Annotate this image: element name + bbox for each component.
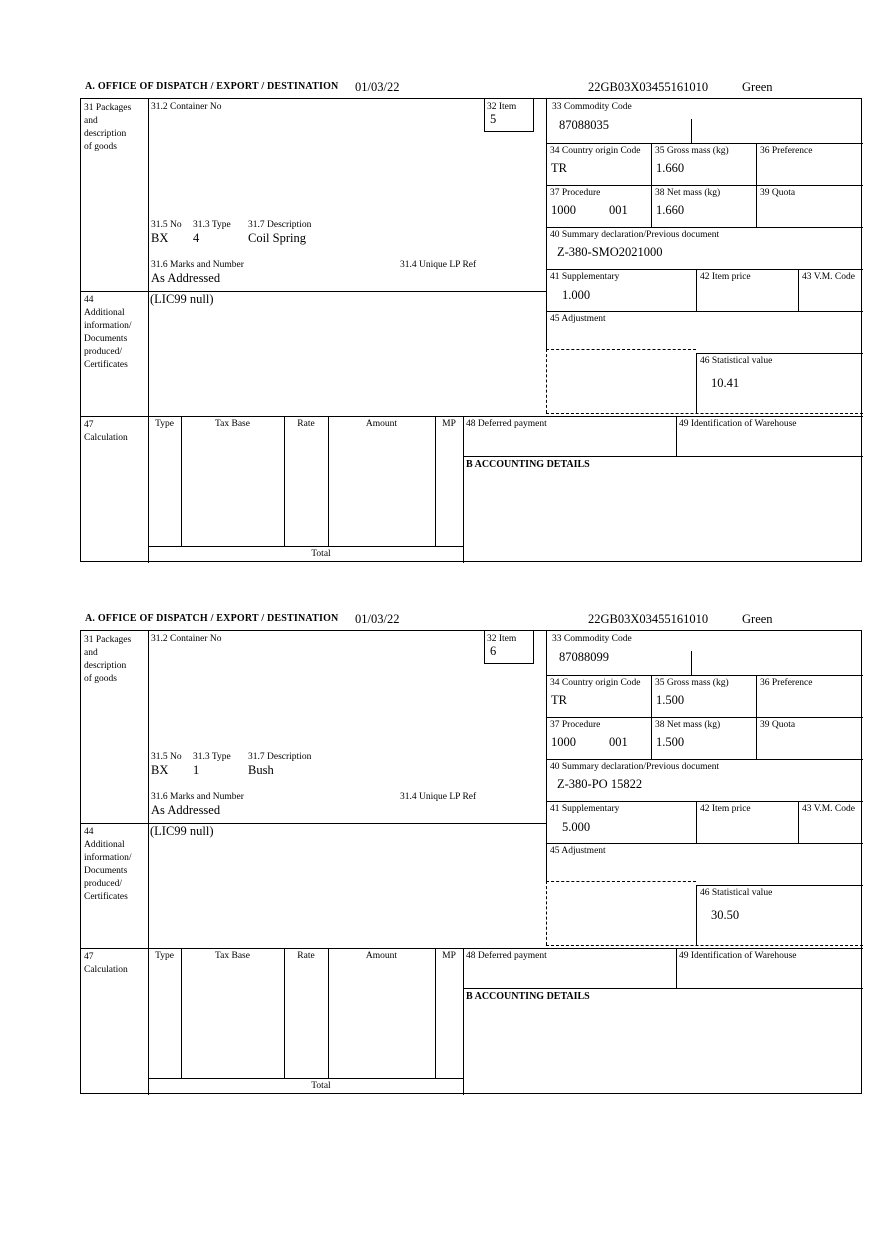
supplementary-label: 41 Supplementary	[550, 804, 620, 814]
package-type-label: 31.3 Type	[193, 752, 231, 762]
calc-total-label: Total	[311, 549, 331, 559]
office-header-label: A. OFFICE OF DISPATCH / EXPORT / DESTINATION	[85, 81, 339, 92]
grid-line	[696, 269, 697, 311]
marks-label: 31.6 Marks and Number	[151, 792, 244, 802]
calc-col-mp: MP	[442, 419, 456, 429]
adjustment-label: 45 Adjustment	[550, 314, 606, 324]
adjustment-label: 45 Adjustment	[550, 846, 606, 856]
previous-document-label: 40 Summary declaration/Previous document	[550, 762, 720, 772]
accounting-details-label: B ACCOUNTING DETAILS	[466, 459, 590, 470]
item-value: 6	[490, 644, 497, 658]
calc-col-mp: MP	[442, 951, 456, 961]
vm-code-label: 43 V.M. Code	[802, 804, 855, 814]
grid-line	[463, 456, 863, 457]
supplementary-value: 5.000	[562, 820, 591, 834]
container-no-label: 31.2 Container No	[151, 102, 222, 112]
package-no-label: 31.5 No	[151, 752, 182, 762]
calc-col-rate: Rate	[297, 951, 315, 961]
grid-line	[546, 311, 863, 312]
statistical-value: 30.50	[711, 908, 740, 922]
calc-col-tax-base: Tax Base	[215, 419, 250, 429]
warehouse-id-label: 49 Identification of Warehouse	[679, 419, 797, 429]
statistical-value-label: 46 Statistical value	[700, 356, 773, 366]
statistical-value: 10.41	[711, 376, 740, 390]
calc-col-type: Type	[155, 419, 174, 429]
grid-line	[546, 675, 863, 676]
previous-document-value: Z-380-SMO2021000	[557, 245, 663, 259]
gross-mass-value: 1.660	[656, 161, 685, 175]
declaration-form-grid	[80, 98, 862, 562]
declaration-form-grid	[80, 630, 862, 1094]
grid-line	[546, 717, 863, 718]
marks-label: 31.6 Marks and Number	[151, 260, 244, 270]
accounting-details-label: B ACCOUNTING DETAILS	[466, 991, 590, 1002]
country-origin-label: 34 Country origin Code	[550, 146, 641, 156]
declaration-item-block	[0, 610, 882, 1110]
grid-line	[546, 413, 863, 414]
package-type-value: 4	[193, 231, 200, 245]
grid-line	[696, 353, 697, 413]
grid-line	[651, 675, 652, 759]
declaration-item-block	[0, 78, 882, 578]
box44-label: 44 Additional information/ Documents produced/ Certificates	[84, 295, 132, 370]
grid-line	[463, 948, 464, 1095]
grid-line	[546, 881, 547, 945]
gross-mass-label: 35 Gross mass (kg)	[655, 678, 729, 688]
grid-line	[696, 801, 697, 843]
grid-line	[546, 269, 863, 270]
item-value: 5	[490, 112, 497, 126]
grid-line	[798, 269, 799, 311]
item-price-label: 42 Item price	[700, 804, 751, 814]
calc-col-amount: Amount	[365, 419, 398, 429]
reference-value: 22GB03X03455161010	[588, 80, 709, 94]
grid-line	[756, 143, 757, 227]
grid-line	[81, 948, 863, 949]
grid-line	[284, 416, 285, 546]
grid-line	[148, 631, 149, 1095]
net-mass-value: 1.500	[656, 735, 685, 749]
additional-info-value: (LIC99 null)	[150, 292, 214, 306]
additional-info-value: (LIC99 null)	[150, 824, 214, 838]
grid-line	[148, 1078, 463, 1079]
calc-col-rate: Rate	[297, 419, 315, 429]
procedure-extra-value: 001	[609, 203, 628, 217]
marks-value: As Addressed	[151, 803, 221, 817]
grid-line	[328, 948, 329, 1078]
marks-value: As Addressed	[151, 271, 221, 285]
item-label: 32 Item	[487, 634, 517, 644]
package-no-value: BX	[151, 763, 169, 777]
gross-mass-value: 1.500	[656, 693, 685, 707]
warehouse-id-label: 49 Identification of Warehouse	[679, 951, 797, 961]
commodity-code-label: 33 Commodity Code	[552, 634, 632, 644]
commodity-code-value: 87088099	[559, 650, 609, 664]
item-price-label: 42 Item price	[700, 272, 751, 282]
box44-label: 44 Additional information/ Documents produced/ Certificates	[84, 827, 132, 902]
grid-line	[696, 885, 697, 945]
procedure-label: 37 Procedure	[550, 720, 601, 730]
grid-line	[546, 843, 863, 844]
grid-line	[181, 416, 182, 546]
vm-code-label: 43 V.M. Code	[802, 272, 855, 282]
grid-line	[756, 675, 757, 759]
grid-line	[463, 988, 863, 989]
grid-line	[676, 416, 677, 456]
calc-col-amount: Amount	[365, 951, 398, 961]
description-value: Coil Spring	[248, 231, 306, 245]
unique-lp-ref-label: 31.4 Unique LP Ref	[400, 792, 477, 802]
procedure-extra-value: 001	[609, 735, 628, 749]
quota-label: 39 Quota	[760, 720, 796, 730]
commodity-code-label: 33 Commodity Code	[552, 102, 632, 112]
status-value: Green	[742, 80, 773, 94]
description-value: Bush	[248, 763, 274, 777]
box47-label: 47 Calculation	[84, 420, 128, 443]
grid-line	[546, 349, 547, 413]
description-label: 31.7 Description	[248, 220, 312, 230]
grid-line	[463, 416, 464, 563]
container-no-label: 31.2 Container No	[151, 634, 222, 644]
grid-line	[546, 143, 863, 144]
grid-line	[696, 885, 863, 886]
package-type-value: 1	[193, 763, 200, 777]
grid-line	[546, 349, 696, 350]
grid-line	[181, 948, 182, 1078]
grid-line	[651, 143, 652, 227]
calc-total-label: Total	[311, 1081, 331, 1091]
procedure-value: 1000	[551, 735, 576, 749]
country-origin-value: TR	[551, 161, 567, 175]
country-origin-label: 34 Country origin Code	[550, 678, 641, 688]
deferred-payment-label: 48 Deferred payment	[466, 419, 547, 429]
preference-label: 36 Preference	[760, 146, 813, 156]
grid-line	[546, 881, 696, 882]
grid-line	[546, 759, 863, 760]
procedure-label: 37 Procedure	[550, 188, 601, 198]
package-no-value: BX	[151, 231, 169, 245]
grid-line	[798, 801, 799, 843]
date-value: 01/03/22	[355, 80, 400, 94]
deferred-payment-label: 48 Deferred payment	[466, 951, 547, 961]
net-mass-label: 38 Net mass (kg)	[655, 188, 721, 198]
unique-lp-ref-label: 31.4 Unique LP Ref	[400, 260, 477, 270]
grid-line	[546, 227, 863, 228]
calc-col-type: Type	[155, 951, 174, 961]
package-type-label: 31.3 Type	[193, 220, 231, 230]
grid-line	[435, 416, 436, 546]
commodity-code-separator	[691, 651, 692, 675]
status-value: Green	[742, 612, 773, 626]
preference-label: 36 Preference	[760, 678, 813, 688]
gross-mass-label: 35 Gross mass (kg)	[655, 146, 729, 156]
commodity-code-value: 87088035	[559, 118, 609, 132]
grid-line	[546, 801, 863, 802]
net-mass-label: 38 Net mass (kg)	[655, 720, 721, 730]
grid-line	[435, 948, 436, 1078]
grid-line	[284, 948, 285, 1078]
date-value: 01/03/22	[355, 612, 400, 626]
net-mass-value: 1.660	[656, 203, 685, 217]
reference-value: 22GB03X03455161010	[588, 612, 709, 626]
box31-label: 31 Packages and description of goods	[84, 103, 132, 152]
calc-col-tax-base: Tax Base	[215, 951, 250, 961]
box31-label: 31 Packages and description of goods	[84, 635, 132, 684]
country-origin-value: TR	[551, 693, 567, 707]
grid-line	[546, 945, 863, 946]
package-no-label: 31.5 No	[151, 220, 182, 230]
grid-line	[328, 416, 329, 546]
statistical-value-label: 46 Statistical value	[700, 888, 773, 898]
grid-line	[546, 185, 863, 186]
supplementary-label: 41 Supplementary	[550, 272, 620, 282]
description-label: 31.7 Description	[248, 752, 312, 762]
quota-label: 39 Quota	[760, 188, 796, 198]
grid-line	[148, 99, 149, 563]
grid-line	[696, 353, 863, 354]
previous-document-label: 40 Summary declaration/Previous document	[550, 230, 720, 240]
office-header-label: A. OFFICE OF DISPATCH / EXPORT / DESTINATION	[85, 613, 339, 624]
grid-line	[148, 546, 463, 547]
previous-document-value: Z-380-PO 15822	[557, 777, 643, 791]
grid-line	[81, 416, 863, 417]
grid-line	[676, 948, 677, 988]
commodity-code-separator	[691, 119, 692, 143]
supplementary-value: 1.000	[562, 288, 591, 302]
box47-label: 47 Calculation	[84, 952, 128, 975]
item-label: 32 Item	[487, 102, 517, 112]
procedure-value: 1000	[551, 203, 576, 217]
